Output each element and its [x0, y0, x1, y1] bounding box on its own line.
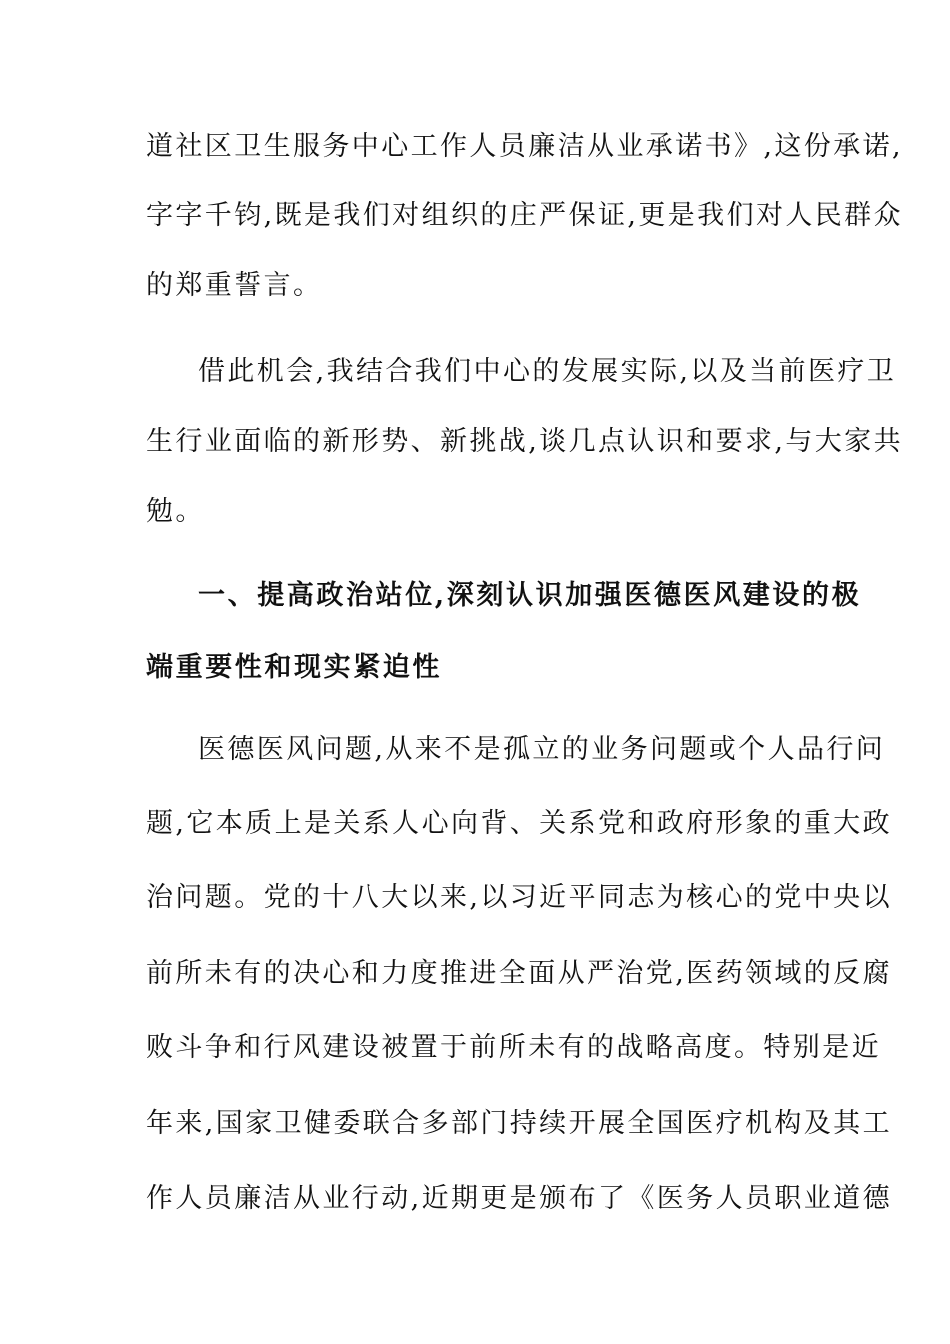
paragraph-3-line-6: 年来,国家卫健委联合多部门持续开展全国医疗机构及其工	[146, 1108, 892, 1139]
paragraph-1-line-3: 的郑重誓言。	[146, 270, 323, 301]
paragraph-3-line-5: 败斗争和行风建设被置于前所未有的战略高度。特别是近	[146, 1032, 881, 1063]
paragraph-2-line-1: 借此机会,我结合我们中心的发展实际,以及当前医疗卫	[198, 356, 897, 387]
paragraph-1-line-1: 道社区卫生服务中心工作人员廉洁从业承诺书》,这份承诺,	[146, 131, 903, 162]
paragraph-2-line-2: 生行业面临的新形势、新挑战,谈几点认识和要求,与大家共	[146, 426, 903, 457]
paragraph-3-line-1: 医德医风问题,从来不是孤立的业务问题或个人品行问	[198, 734, 886, 765]
section-heading-line-1: 一、提高政治站位,深刻认识加强医德医风建设的极	[198, 580, 862, 611]
paragraph-3-line-3: 治问题。党的十八大以来,以习近平同志为核心的党中央以	[146, 882, 892, 913]
paragraph-1-line-2: 字字千钧,既是我们对组织的庄严保证,更是我们对人民群众	[146, 200, 903, 231]
paragraph-3-line-4: 前所未有的决心和力度推进全面从严治党,医药领域的反腐	[146, 958, 892, 989]
paragraph-2-line-3: 勉。	[146, 496, 205, 527]
paragraph-3-line-2: 题,它本质上是关系人心向背、关系党和政府形象的重大政	[146, 808, 892, 839]
section-heading-line-2: 端重要性和现实紧迫性	[146, 652, 442, 683]
paragraph-3-line-7: 作人员廉洁从业行动,近期更是颁布了《医务人员职业道德	[146, 1183, 892, 1214]
